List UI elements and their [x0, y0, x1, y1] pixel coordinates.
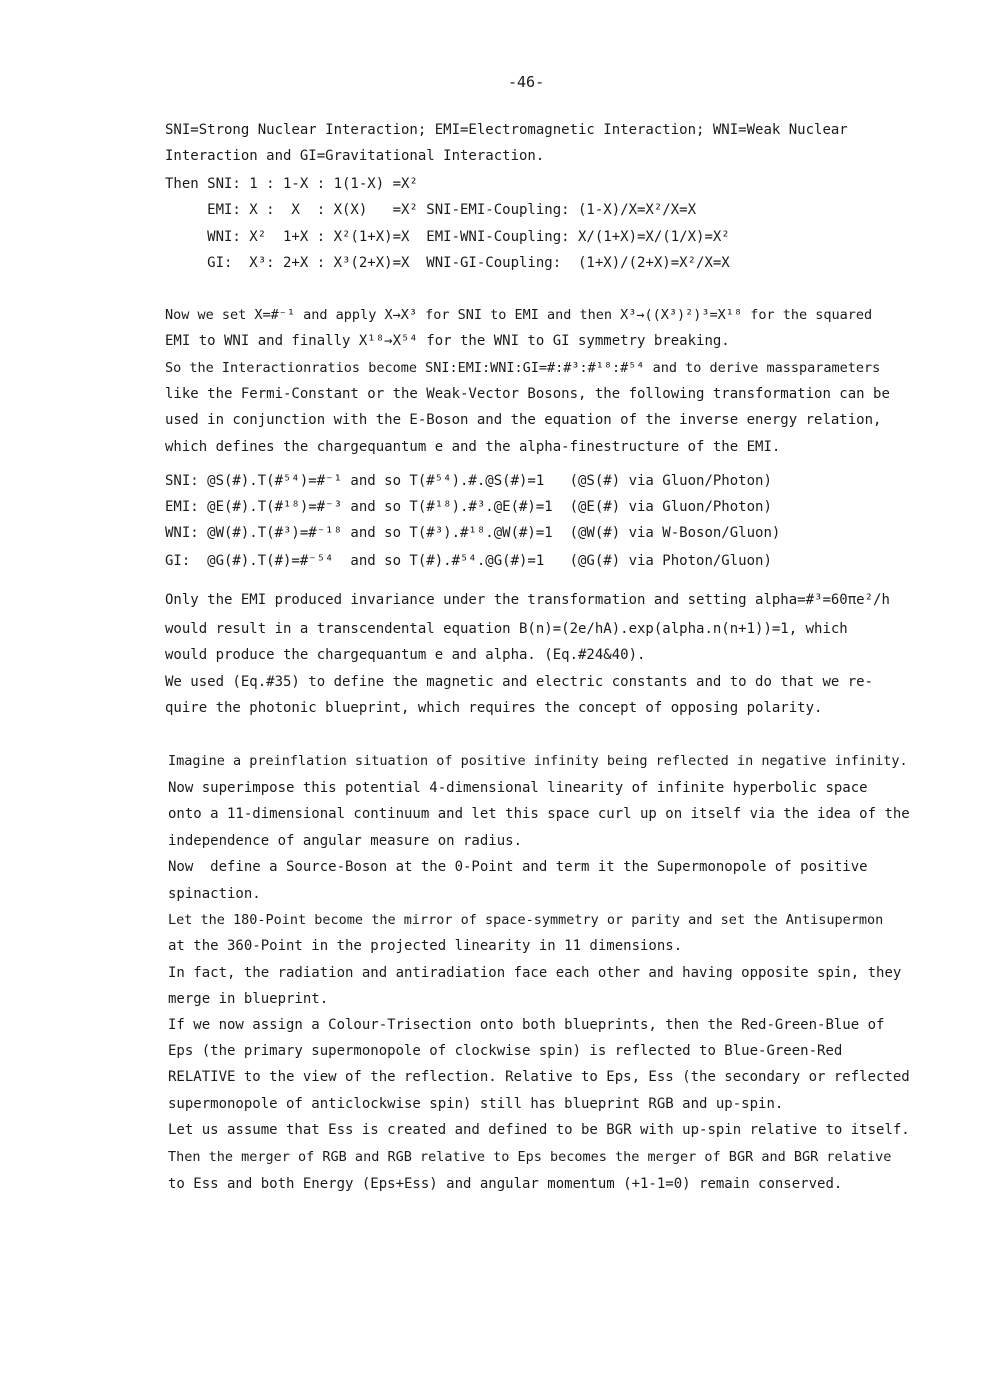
paragraph-line: In fact, the radiation and antiradiation face each other and having opposite spin, they [168, 965, 902, 981]
transform-line: SNI: @S(#).T(#⁵⁴)=#⁻¹ and so T(#⁵⁴).#.@S(#)=1 (@S(#) via Gluon/Photon) [165, 473, 772, 489]
coupling-line: EMI: X : X : X(X) =X² SNI-EMI-Coupling: (1-X)/X=X²/X=X [165, 202, 697, 218]
paragraph-line: If we now assign a Colour-Trisection onto both blueprints, then the Red-Green-Blue of [168, 1017, 885, 1033]
paragraph-line: Now we set X=#⁻¹ and apply X→X³ for SNI to EMI and then X³→((X³)²)³=X¹⁸ for the squared [165, 307, 873, 323]
paragraph-line: would result in a transcendental equation B(n)=(2e/hA).exp(alpha.n(n+1))=1, which [165, 621, 848, 637]
paragraph-line: Now superimpose this potential 4-dimensional linearity of infinite hyperbolic space [168, 780, 868, 796]
paragraph-line: So the Interactionratios become SNI:EMI:WNI:GI=#:#³:#¹⁸:#⁵⁴ and to derive massparameters [165, 360, 881, 376]
coupling-line: GI: X³: 2+X : X³(2+X)=X WNI-GI-Coupling: (1+X)/(2+X)=X²/X=X [165, 255, 730, 271]
transform-line: EMI: @E(#).T(#¹⁸)=#⁻³ and so T(#¹⁸).#³.@E(#)=1 (@E(#) via Gluon/Photon) [165, 499, 772, 515]
transform-line: GI: @G(#).T(#)=#⁻⁵⁴ and so T(#).#⁵⁴.@G(#)=1 (@G(#) via Photon/Gluon) [165, 553, 772, 569]
paragraph-line: to Ess and both Energy (Eps+Ess) and angular momentum (+1-1=0) remain conserved. [168, 1176, 843, 1192]
paragraph-line: Only the EMI produced invariance under the transformation and setting alpha=#³=60πe²/h [165, 592, 890, 608]
coupling-line: WNI: X² 1+X : X²(1+X)=X EMI-WNI-Coupling: X/(1+X)=X/(1/X)=X² [165, 229, 730, 245]
definition-line: Interaction and GI=Gravitational Interaction. [165, 148, 545, 164]
paragraph-line: would produce the chargequantum e and alpha. (Eq.#24&40). [165, 647, 646, 663]
transform-line: WNI: @W(#).T(#³)=#⁻¹⁸ and so T(#³).#¹⁸.@W(#)=1 (@W(#) via W-Boson/Gluon) [165, 525, 781, 541]
paragraph-line: merge in blueprint. [168, 991, 329, 1007]
paragraph-line: Let the 180-Point become the mirror of space-symmetry or parity and set the Antisupermon [168, 912, 884, 928]
paragraph-line: independence of angular measure on radius. [168, 833, 523, 849]
paragraph-line: onto a 11-dimensional continuum and let this space curl up on itself via the idea of the [168, 806, 910, 822]
paragraph-line: We used (Eq.#35) to define the magnetic and electric constants and to do that we re- [165, 674, 874, 690]
paragraph-line: used in conjunction with the E-Boson and the equation of the inverse energy relation, [165, 412, 882, 428]
paragraph-line: Now define a Source-Boson at the 0-Point and term it the Supermonopole of positive [168, 859, 868, 875]
paragraph-line: which defines the chargequantum e and the alpha-finestructure of the EMI. [165, 439, 781, 455]
paragraph-line: RELATIVE to the view of the reflection. Relative to Eps, Ess (the secondary or reflected [168, 1069, 910, 1085]
paragraph-line: like the Fermi-Constant or the Weak-Vector Bosons, the following transformation can be [165, 386, 890, 402]
page-number: -46- [508, 73, 545, 91]
paragraph-line: Let us assume that Ess is created and defined to be BGR with up-spin relative to itself. [168, 1122, 910, 1138]
paragraph-line: supermonopole of anticlockwise spin) still has blueprint RGB and up-spin. [168, 1096, 784, 1112]
paragraph-line: EMI to WNI and finally X¹⁸→X⁵⁴ for the WNI to GI symmetry breaking. [165, 333, 730, 349]
paragraph-line: Eps (the primary supermonopole of clockwise spin) is reflected to Blue-Green-Red [168, 1043, 843, 1059]
paragraph-line: Imagine a preinflation situation of positive infinity being reflected in negative infinity. [168, 753, 908, 769]
paragraph-line: Then the merger of RGB and RGB relative to Eps becomes the merger of BGR and BGR relative [168, 1149, 892, 1165]
coupling-line: Then SNI: 1 : 1-X : 1(1-X) =X² [165, 176, 418, 192]
paragraph-line: at the 360-Point in the projected linearity in 11 dimensions. [168, 938, 683, 954]
definition-line: SNI=Strong Nuclear Interaction; EMI=Electromagnetic Interaction; WNI=Weak Nuclear [165, 122, 848, 138]
paragraph-line: quire the photonic blueprint, which requires the concept of opposing polarity. [165, 700, 823, 716]
paragraph-line: spinaction. [168, 886, 261, 902]
